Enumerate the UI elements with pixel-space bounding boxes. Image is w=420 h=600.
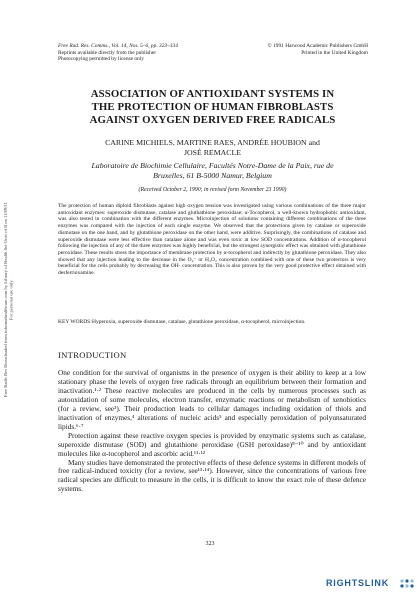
journal-citation [58,43,178,63]
printed-line: Printed in the United Kingdom [301,49,368,56]
copyright-line: © 1991 Harwood Academic Publishers GmbH [267,43,368,49]
title-line-2: THE PROTECTION OF HUMAN FIBROBLASTS [91,101,334,114]
paragraph-3: Many studies have demonstrated the protective effects of these defence systems in different models of free radical-induced toxicity (for a review, see¹³·¹⁴). However, since the concentrations of various free radical species are difficult to measure in the cells, it is difficult to know the exact role of these defence systems. [58,457,366,494]
rightslink-wordmark: RIGHTSLINK [326,578,389,588]
article-title [40,88,385,128]
authors-line-1: CARINE MICHIELS, MARTINE RAES, ANDRÉE HOUBION and [105,138,320,147]
rightslink-logo[interactable] [326,578,416,592]
paragraph-2: Protection against these reactive oxygen species is provided by enzymatic systems such as catalase, superoxide dismutase (SOD) and glutathione peroxidase (GSH peroxidase)⁸⁻¹⁰ and by antioxidant molecules like α-tocopherol and ascorbic acid.¹¹·¹² [58,430,366,458]
affiliation-line-1: Laboratoire de Biochimie Cellulaire, Facultés Notre-Dame de la Paix, rue de [91,161,334,170]
section-heading: INTRODUCTION [58,350,127,360]
page-number: 323 [205,541,215,547]
received-dates: (Received October 2, 1990; in revised form November 23 1990) [138,187,287,193]
download-watermark [3,150,17,450]
photocopy-line: Photocopying permitted by license only [58,56,144,63]
keywords-text: Hyperoxia, superoxide dismutase, catalase, glutathione peroxidase, α-tocopherol, microinjection. [92,319,306,325]
citation-line: Free Rad. Res. Comms., Vol. 14, Nos. 5–6, pp. 323–334 [58,43,178,49]
title-line-3: AGAINST OXYGEN DERIVED FREE RADICALS [89,114,336,127]
download-watermark-line1: Free Radic Res Downloaded from informahealthcare.com by Library of Health Sci-Univ of Il on 11/09/11 [3,202,8,398]
copyright-notice [268,43,368,56]
abstract: The protection of human diploid fibroblasts against high oxygen tension was investigated using various combinations of the three major antioxidant enzymes: superoxide dismutase, catalase and gluthathione peroxidase; α-Tocopherol, a well-known hydrophobic antioxidant, was also tested in combination with the different enzymes. Microinjection of solutions containing different combinations of the three enzymes was compared with the injection of each single enzyme. We observed that the protections given by catalase or superoxide dismutase on the one hand, and by glutathione peroxidase on the other hand, were additive. Surprisingly, the combinations of catalase and superoxide dismutase were less effective than catalase alone and was even toxic at low SOD concentrations. Addition of α-tocopherol following the injection of any of the three enzymes was highly beneficial, but the strongest synergistic effect was obtained with glutathione peroxidase. These results stress the importance of membrane protection by α-tocopherol and indirectly by glutathione peroxidase. They also showed that any injection leading to the decrease in the O₂⁻ or H₂O₂ concentration combined with one of these two protectors is very beneficial for the cells probably by decreasing the OH· concentration. This is also proven by the very good protective effect obtained with desferrioxamine. [58,203,366,277]
keywords [58,319,366,326]
affiliation [40,161,385,180]
authors-line-2: JOSÉ REMACLE [184,147,241,157]
keywords-label: KEY WORDS: [58,319,92,325]
title-line-1: ASSOCIATION OF ANTIOXIDANT SYSTEMS IN [90,88,335,100]
rightslink-dots-icon [400,579,414,590]
author-list [40,138,385,157]
paragraph-1: One condition for the survival of organisms in the presence of oxygen is their ability to keep at a low stationary phase the levels of oxygen free radicals through an equilibrium between their formation and inactivation.¹·² These reactive molecules are produced in the cells by numerous processes such as autooxidation of some molecules, electron transfer, enzymatic reactions or metabolism of xenobiotics (for a review, see³). Their production leads to cellular damages including oxidation of thiols and inactivation of enzymes,⁴ alterations of nucleic acids⁵ and especially peroxidation of polyunsaturated lipids.⁶·⁷ [58,368,366,431]
body-text [58,369,366,494]
download-watermark-line2: For personal use only. [8,279,14,321]
affiliation-line-2: Bruxelles, 61 B-5000 Namur, Belgium [153,170,272,180]
reprints-line: Reprints available directly from the publisher [58,49,157,56]
